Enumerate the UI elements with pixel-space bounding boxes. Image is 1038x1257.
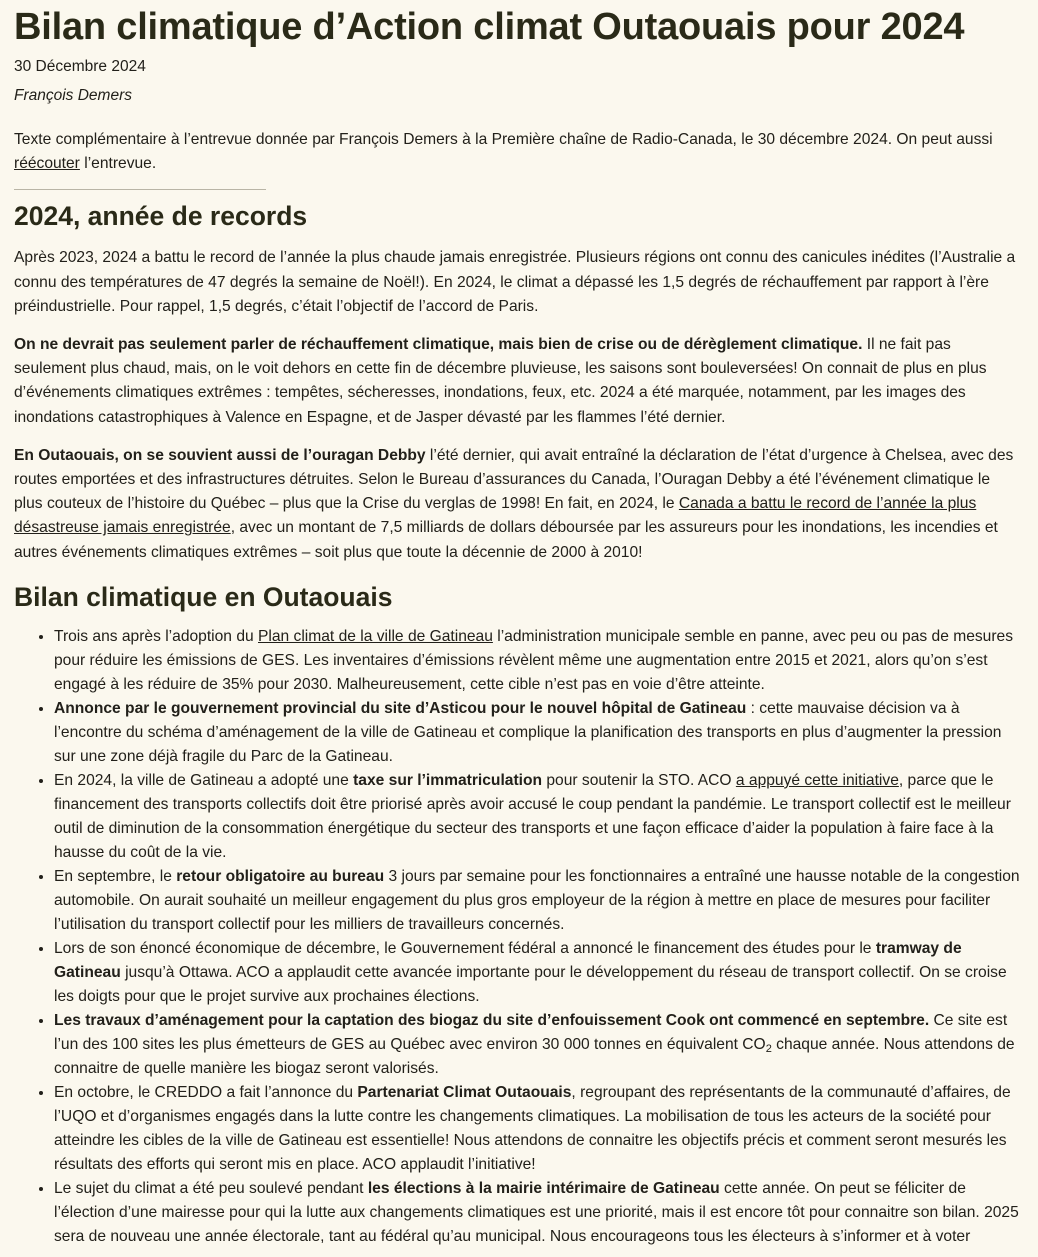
paragraph-crisis — [14, 333, 1022, 430]
list-item — [54, 865, 1022, 937]
item-text: : cette mauvaise décision va à l’encontre du schéma d’aménagement de la ville de Gatineau et complique la planification des transports en plus d’augmenter la pression sur une zone déjà fragile du Parc de la Gatineau. — [54, 699, 1002, 765]
article — [0, 4, 1038, 1249]
divider — [14, 189, 266, 190]
item-text: , regroupant des représentants de la communauté d’affaires, de l’UQO et d’organismes engagés dans la lutte contre les changements climatiques. La mobilisation de tous les acteurs de la société pour atteindre les cibles de la ville de Gatineau est essentielle! Nous attendons de connaitre les objectifs précis et comment seront mesurés les résultats des efforts qui seront mis en place. ACO applaudit l’initiative! — [54, 1083, 1011, 1173]
climate-plan-link[interactable]: Plan climat de la ville de Gatineau — [258, 627, 493, 645]
list-item — [54, 769, 1022, 865]
item-bold: taxe sur l’immatriculation — [353, 771, 543, 789]
co2-subscript: 2 — [765, 1042, 772, 1055]
list-item — [54, 1081, 1022, 1177]
item-text: Lors de son énoncé économique de décembre, le Gouvernement fédéral a annoncé le financement des études pour le — [54, 939, 876, 957]
list-item — [54, 1177, 1022, 1249]
section-heading-outaouais: Bilan climatique en Outaouais — [14, 581, 393, 612]
bold-statement: En Outaouais, on se souvient aussi de l’ouragan Debby — [14, 446, 426, 464]
item-text: chaque année. Nous attendons de connaitre de quelle manière les biogaz seront valorisés. — [54, 1035, 1015, 1077]
support-initiative-link[interactable]: a appuyé cette initiative — [735, 771, 899, 789]
publication-date: 30 Décembre 2024 — [14, 58, 146, 75]
item-text: l’administration municipale semble en panne, avec peu ou pas de mesures pour réduire les émissions de GES. Les inventaires d’émissions révèlent même une augmentation entre 2015 et 2021, alors qu’on s’est engagé à les réduire de 35% pour 2030. Malheureusement, cette cible n’est pas en voie d’être atteinte. — [54, 627, 1013, 693]
item-text: En octobre, le CREDDO a fait l’annonce du — [54, 1083, 358, 1101]
item-text: jusqu’à Ottawa. ACO a applaudit cette avancée importante pour le développement du réseau de transport collectif. On se croise les doigts pour que le projet survive aux prochaines élections. — [54, 963, 1007, 1005]
item-text: pour soutenir la STO. ACO — [542, 771, 736, 789]
item-bold: Partenariat Climat Outaouais — [357, 1083, 572, 1101]
list-item — [54, 1009, 1022, 1081]
item-bold: Les travaux d’aménagement pour la captation des biogaz du site d’enfouissement Cook ont commencé en septembre. — [54, 1011, 930, 1029]
item-text: Trois ans après l’adoption du — [54, 627, 258, 645]
paragraph-text: , avec un montant de 7,5 milliards de dollars déboursée par les assureurs pour les inondations, les incendies et autres événements climatiques extrêmes – soit plus que toute la décennie de 2000 à 2010! — [14, 519, 998, 561]
list-item — [54, 937, 1022, 1009]
item-text: cette année. On peut se féliciter de l’élection d’une mairesse pour qui la lutte aux changements climatiques est une priorité, mais il est encore tôt pour connaitre son bilan. 2025 sera de nouveau une année électorale, tant au fédéral qu’au municipal. Nous encourageons tous les électeurs à s’informer et à voter — [54, 1179, 1019, 1245]
bold-statement: On ne devrait pas seulement parler de réchauffement climatique, mais bien de crise ou de dérèglement climatique. — [14, 336, 863, 354]
record-year-link[interactable]: Canada a battu le record de l’année la plus désastreuse jamais enregistrée — [14, 495, 977, 537]
list-item — [54, 625, 1022, 697]
item-bold: les élections à la mairie intérimaire de Gatineau — [367, 1179, 720, 1197]
climate-review-list — [14, 625, 1022, 1249]
item-text: En 2024, la ville de Gatineau a adopté une — [54, 771, 354, 789]
paragraph-records: Après 2023, 2024 a battu le record de l’année la plus chaude jamais enregistrée. Plusieurs régions ont connu des canicules inédites (l’Australie a connu des températures de 47 degrés la semaine de Noël!). En 2024, le climat a dépassé les 1,5 degrés de réchauffement par rapport à l’ère préindustrielle. Pour rappel, 1,5 degrés, c’était l’objectif de l’accord de Paris. — [14, 249, 1016, 315]
intro-text-end: l’entrevue. — [79, 155, 157, 173]
item-text: , parce que le financement des transports collectifs doit être priorisé après avoir accusé le coup pendant la pandémie. Le transport collectif est le meilleur outil de diminution de la consommation énergétique du secteur des transports et une façon efficace d’aider la population à faire face à la hausse du coût de la vie. — [54, 771, 1011, 861]
paragraph-text: l’été dernier, qui avait entraîné la déclaration de l’état d’urgence à Chelsea, avec des routes emportées et des infrastructures détruites. Selon le Bureau d’assurances du Canada, l’Ouragan Debby a été l’événement climatique le plus couteux de l’histoire du Québec – plus que la Crise du verglas de 1998! En fait, en 2024, le — [14, 446, 1014, 513]
intro-paragraph — [14, 128, 1022, 176]
item-text: En septembre, le — [54, 867, 177, 885]
intro-text: Texte complémentaire à l’entrevue donnée par François Demers à la Première chaîne de Radio-Canada, le 30 décembre 2024. On peut aussi — [14, 131, 993, 148]
item-bold: retour obligatoire au bureau — [176, 867, 385, 885]
page-title: Bilan climatique d’Action climat Outaouais pour 2024 — [14, 6, 965, 48]
item-bold: Annonce par le gouvernement provincial du site d’Asticou pour le nouvel hôpital de Gatineau — [54, 699, 747, 717]
paragraph-text: Il ne fait pas seulement plus chaud, mais, on le voit dehors en cette fin de décembre pluvieuse, les saisons sont bouleversées! On connait de plus en plus d’événements climatiques extrêmes : tempêtes, sécheresses, inondations, feux, etc. 2024 a été marquée, notamment, par les images des inondations catastrophiques à Valence en Espagne, et de Jasper dévasté par les flammes l’été dernier. — [14, 336, 987, 426]
item-text: Le sujet du climat a été peu soulevé pendant — [54, 1179, 368, 1197]
item-text: 3 jours par semaine pour les fonctionnaires a entraîné une hausse notable de la congestion automobile. On aurait souhaité un meilleur engagement du plus gros employeur de la région à mettre en place de mesures pour faciliter l’utilisation du transport collectif pour les milliers de travailleurs concernés. — [54, 867, 1020, 933]
paragraph-debby — [14, 444, 1022, 565]
section-heading-records: 2024, année de records — [14, 201, 308, 232]
item-text: Ce site est l’un des 100 sites les plus émetteurs de GES au Québec avec environ 30 000 tonnes en équivalent CO — [54, 1011, 1008, 1053]
listen-again-link[interactable]: réécouter — [14, 155, 80, 173]
item-bold: tramway de Gatineau — [54, 939, 962, 981]
list-item — [54, 697, 1022, 769]
author-name: François Demers — [14, 87, 132, 104]
